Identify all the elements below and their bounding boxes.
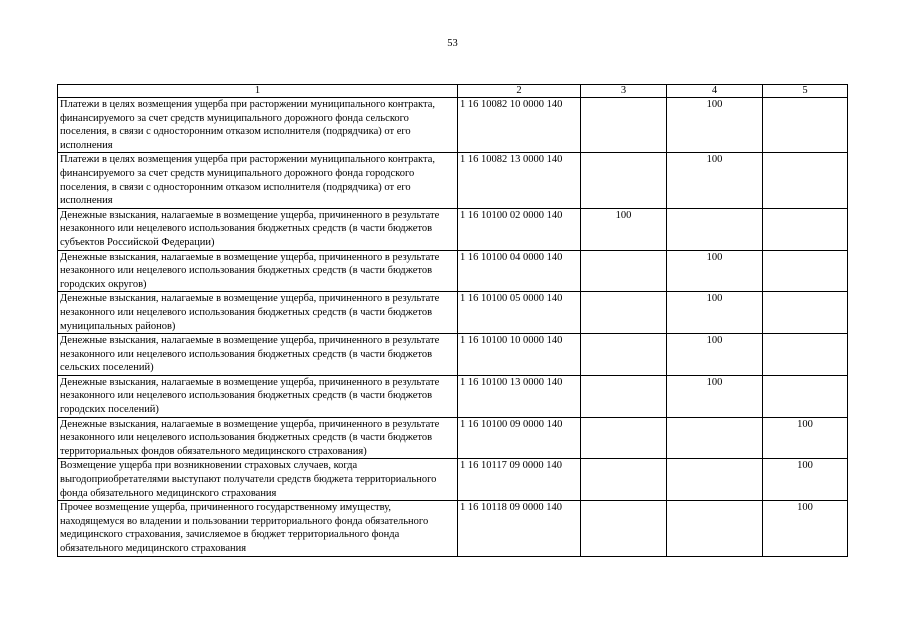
header-cell-2: 2 — [458, 85, 581, 98]
row-description: Денежные взыскания, налагаемые в возмещение ущерба, причиненного в результате незаконного или нецелевого использования бюджетных средств (в части бюджетов городских поселений) — [58, 375, 458, 417]
row-col4: 100 — [667, 334, 763, 376]
row-col4 — [667, 208, 763, 250]
row-col3 — [581, 459, 667, 501]
row-code: 1 16 10082 10 0000 140 — [458, 98, 581, 153]
row-description: Возмещение ущерба при возникновении страховых случаев, когда выгодоприобретателями выступают получатели средств бюджета территориального фонда обязательного медицинского страхования — [58, 459, 458, 501]
table-row — [58, 501, 848, 556]
table-row — [58, 459, 848, 501]
table-row — [58, 334, 848, 376]
row-col3 — [581, 334, 667, 376]
row-description: Платежи в целях возмещения ущерба при расторжении муниципального контракта, финансируемого за счет средств муниципального дорожного фонда сельского поселения, в связи с односторонним отказом исполнителя (подрядчика) от его исполнения — [58, 98, 458, 153]
header-cell-3: 3 — [581, 85, 667, 98]
row-col4 — [667, 501, 763, 556]
row-col5 — [763, 98, 848, 153]
row-code: 1 16 10100 09 0000 140 — [458, 417, 581, 459]
row-col3 — [581, 250, 667, 292]
row-col5 — [763, 334, 848, 376]
table-row — [58, 417, 848, 459]
row-col4 — [667, 459, 763, 501]
row-code: 1 16 10117 09 0000 140 — [458, 459, 581, 501]
row-code: 1 16 10118 09 0000 140 — [458, 501, 581, 556]
table-row — [58, 153, 848, 208]
header-cell-4: 4 — [667, 85, 763, 98]
page-number: 53 — [447, 38, 458, 49]
row-code: 1 16 10082 13 0000 140 — [458, 153, 581, 208]
row-col4: 100 — [667, 250, 763, 292]
row-code: 1 16 10100 13 0000 140 — [458, 375, 581, 417]
row-description: Денежные взыскания, налагаемые в возмещение ущерба, причиненного в результате незаконного или нецелевого использования бюджетных средств (в части бюджетов городских округов) — [58, 250, 458, 292]
row-col5 — [763, 250, 848, 292]
revenue-table — [57, 84, 848, 557]
row-col3 — [581, 417, 667, 459]
row-col5 — [763, 375, 848, 417]
table-row — [58, 292, 848, 334]
row-col4: 100 — [667, 292, 763, 334]
row-col5: 100 — [763, 501, 848, 556]
row-description: Прочее возмещение ущерба, причиненного государственному имуществу, находящемуся во владении и пользовании территориального фонда обязательного медицинского страхования, зачисляемое в бюджет территориального фонда обязательного медицинского страхования — [58, 501, 458, 556]
row-col4 — [667, 417, 763, 459]
table-header-row — [58, 85, 848, 98]
row-col3 — [581, 375, 667, 417]
row-description: Платежи в целях возмещения ущерба при расторжении муниципального контракта, финансируемого за счет средств муниципального дорожного фонда городского поселения, в связи с односторонним отказом исполнителя (подрядчика) от его исполнения — [58, 153, 458, 208]
row-code: 1 16 10100 05 0000 140 — [458, 292, 581, 334]
row-col5 — [763, 153, 848, 208]
table-row — [58, 375, 848, 417]
row-col5: 100 — [763, 417, 848, 459]
row-code: 1 16 10100 10 0000 140 — [458, 334, 581, 376]
row-col5 — [763, 208, 848, 250]
header-cell-5: 5 — [763, 85, 848, 98]
row-col5 — [763, 292, 848, 334]
row-col3: 100 — [581, 208, 667, 250]
row-description: Денежные взыскания, налагаемые в возмещение ущерба, причиненного в результате незаконного или нецелевого использования бюджетных средств (в части бюджетов субъектов Российской Федерации) — [58, 208, 458, 250]
row-code: 1 16 10100 04 0000 140 — [458, 250, 581, 292]
row-description: Денежные взыскания, налагаемые в возмещение ущерба, причиненного в результате незаконного или нецелевого использования бюджетных средств (в части бюджетов сельских поселений) — [58, 334, 458, 376]
table-row — [58, 250, 848, 292]
table-row — [58, 98, 848, 153]
row-col4: 100 — [667, 153, 763, 208]
row-col3 — [581, 153, 667, 208]
row-col4: 100 — [667, 375, 763, 417]
row-col3 — [581, 292, 667, 334]
row-col3 — [581, 98, 667, 153]
row-col4: 100 — [667, 98, 763, 153]
row-description: Денежные взыскания, налагаемые в возмещение ущерба, причиненного в результате незаконного или нецелевого использования бюджетных средств (в части бюджетов территориальных фондов обязательного медицинского страхования) — [58, 417, 458, 459]
table-row — [58, 208, 848, 250]
header-cell-1: 1 — [58, 85, 458, 98]
row-description: Денежные взыскания, налагаемые в возмещение ущерба, причиненного в результате незаконного или нецелевого использования бюджетных средств (в части бюджетов муниципальных районов) — [58, 292, 458, 334]
row-code: 1 16 10100 02 0000 140 — [458, 208, 581, 250]
row-col5: 100 — [763, 459, 848, 501]
row-col3 — [581, 501, 667, 556]
